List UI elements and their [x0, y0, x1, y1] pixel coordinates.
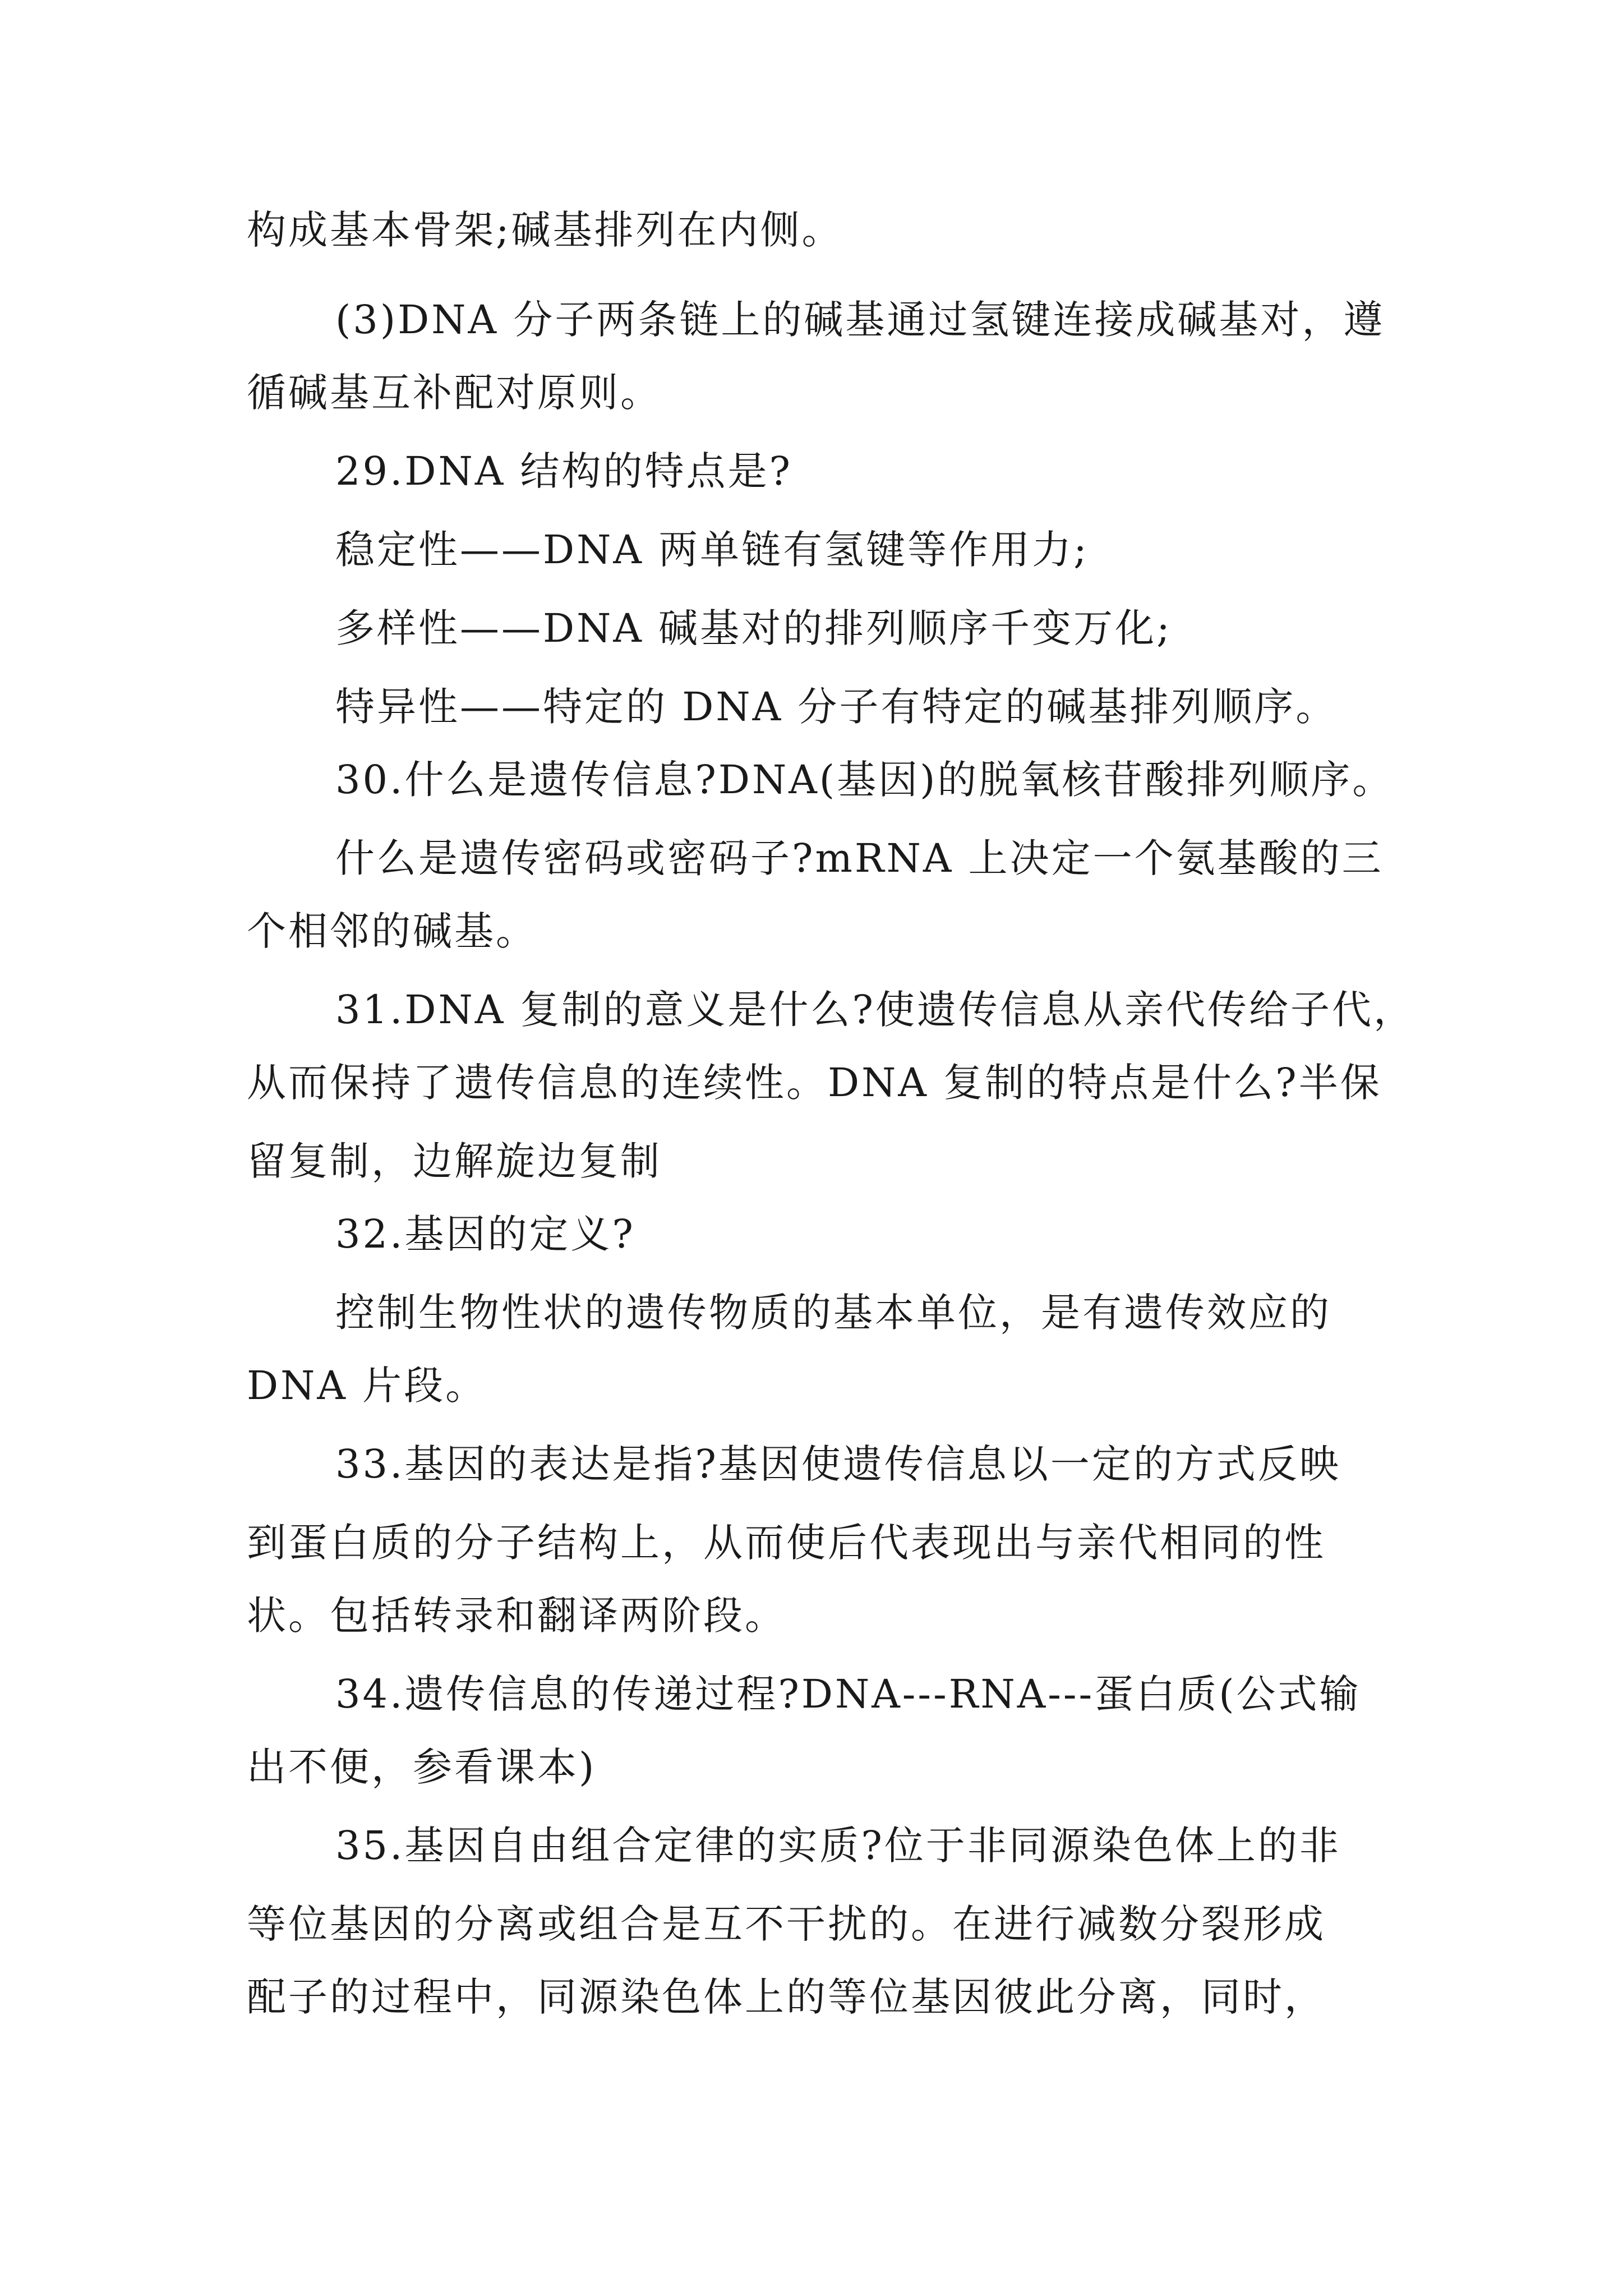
text-line: 30.什么是遗传信息?DNA(基因)的脱氧核苷酸排列顺序。	[335, 757, 1394, 803]
question-heading: 29.DNA 结构的特点是?	[335, 448, 793, 494]
text-line: 状。包括转录和翻译两阶段。	[247, 1593, 786, 1639]
text-line: (3)DNA 分子两条链上的碱基通过氢键连接成碱基对，遵	[335, 297, 1385, 343]
text-line: 34.遗传信息的传递过程?DNA---RNA---蛋白质(公式输	[335, 1671, 1361, 1717]
text-line: 循碱基互补配对原则。	[247, 370, 662, 416]
text-line: 等位基因的分离或组合是互不干扰的。在进行减数分裂形成	[247, 1901, 1326, 1947]
text-line: 35.基因自由组合定律的实质?位于非同源染色体上的非	[335, 1823, 1341, 1869]
text-line: 到蛋白质的分子结构上，从而使后代表现出与亲代相同的性	[247, 1520, 1326, 1566]
text-line: 多样性——DNA 碱基对的排列顺序千变万化;	[335, 605, 1172, 651]
text-line: 构成基本骨架;碱基排列在内侧。	[247, 207, 843, 253]
text-line: 稳定性——DNA 两单链有氢键等作用力;	[335, 527, 1089, 573]
text-line: 出不便，参看课本)	[247, 1744, 597, 1790]
text-line: DNA 片段。	[247, 1363, 487, 1409]
text-line: 特异性——特定的 DNA 分子有特定的碱基排列顺序。	[335, 684, 1338, 730]
text-line: 什么是遗传密码或密码子?mRNA 上决定一个氨基酸的三	[335, 835, 1384, 881]
text-line: 从而保持了遗传信息的连续性。DNA 复制的特点是什么?半保	[247, 1060, 1382, 1106]
text-line: 留复制，边解旋边复制	[247, 1138, 662, 1184]
text-line: 配子的过程中，同源染色体上的等位基因彼此分离，同时，	[247, 1974, 1326, 2020]
text-line: 控制生物性状的遗传物质的基本单位，是有遗传效应的	[335, 1290, 1331, 1336]
text-line: 33.基因的表达是指?基因使遗传信息以一定的方式反映	[335, 1441, 1341, 1487]
text-line: 31.DNA 复制的意义是什么?使遗传信息从亲代传给子代，	[335, 987, 1415, 1033]
question-heading: 32.基因的定义?	[335, 1211, 635, 1257]
text-line: 个相邻的碱基。	[247, 908, 537, 954]
